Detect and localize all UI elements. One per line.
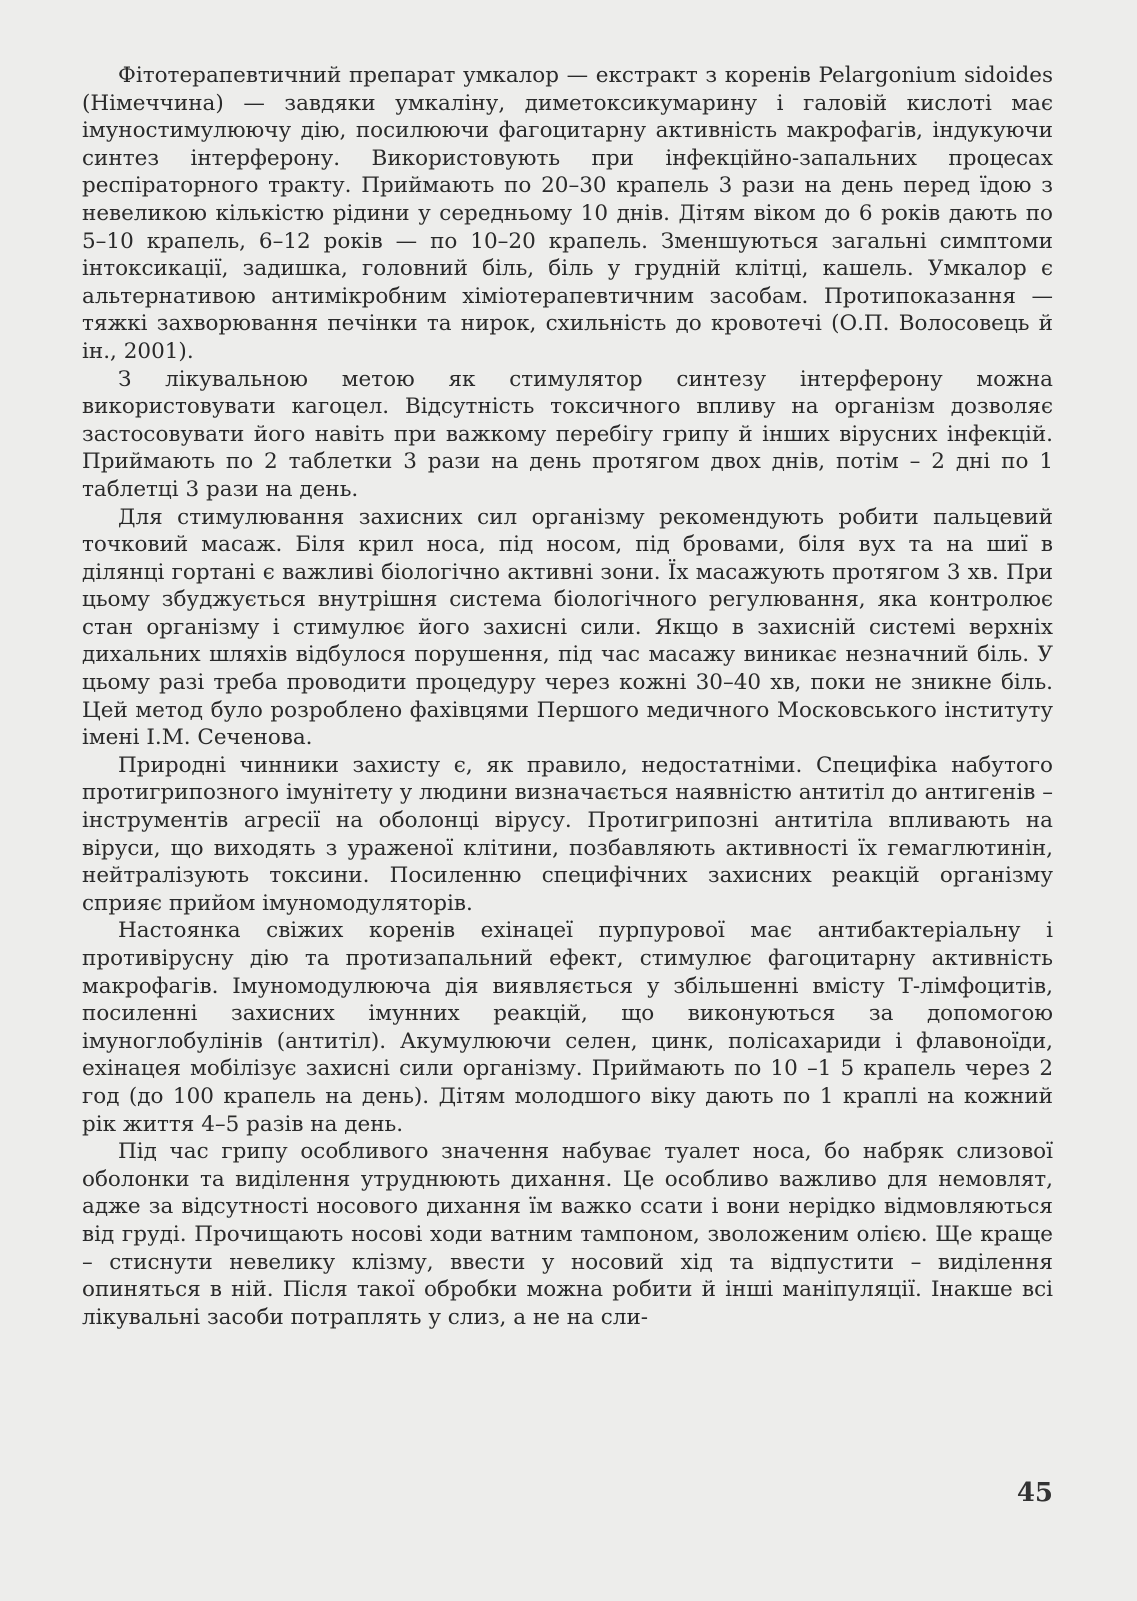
page-number: 45 bbox=[1016, 1478, 1053, 1508]
paragraph-natural-factors: Природні чинники захисту є, як правило, недостатніми. Специфіка набутого протигрипозного імунітету у людини визначається наявністю антитіл до антигенів – інструментів агресії на оболонці вірусу. Протигрипозні антитіла впливають на віруси, що виходять з ураженої клітини, позбавляють активності їх гемаглютинін, нейтралізують токсини. Посиленню специфічних захисних реакцій організму сприяє прийом імуномодуляторів. bbox=[82, 752, 1053, 916]
paragraph-kagocel: З лікувальною метою як стимулятор синтезу інтерферону можна використовувати кагоцел. Відсутність токсичного впливу на організм дозволяє застосовувати його навіть при важкому перебігу грипу й інших вірусних інфекцій. Приймають по 2 таблетки 3 рази на день протягом двох днів, потім – 2 дні по 1 таблетці 3 рази на день. bbox=[82, 366, 1053, 502]
paragraph-echinacea: Настоянка свіжих коренів ехінацеї пурпурової має антибактеріальну і противірусну дію та протизапальний ефект, стимулює фагоцитарну активність макрофагів. Імуномодулююча дія виявляється у збільшенні вмісту Т-лімфоцитів, посиленні захисних імунних реакцій, що виконуються за допомогою імуноглобулінів (антитіл). Акумулюючи селен, цинк, полісахариди і флавоноїди, ехінацея мобілізує захисні сили організму. Приймають по 10 –1 5 крапель через 2 год (до 100 крапель на день). Дітям молодшого віку дають по 1 краплі на кожний рік життя 4–5 разів на день. bbox=[82, 918, 1053, 1137]
paragraph-massage: Для стимулювання захисних сил організму рекомендують робити пальцевий точковий масаж. Біля крил носа, під носом, під бровами, біля вух та на шиї в ділянці гортані є важливі біологічно активні зони. Їх масажують протягом 3 хв. При цьому збуджується внутрішня система біологічного регулювання, яка контролює стан організму і стимулює його захисні сили. Якщо в захисній системі верхніх дихальних шляхів відбулося порушення, під час масажу виникає незначний біль. У цьому разі треба проводити процедуру через кожні 30–40 хв, поки не зникне біль. Цей метод було розроблено фахівцями Першого медичного Московського інституту імені І.М. Сеченова. bbox=[82, 504, 1053, 751]
text-column bbox=[82, 62, 1053, 1331]
paragraph-umkalor: Фітотерапевтичний препарат умкалор — екстракт з коренів Pelargonium sidoides (Німеччина) — завдяки умкаліну, диметоксикумарину і галовій кислоті має імуностимулюючу дію, посилюючи фагоцитарну активність макрофагів, індукуючи синтез інтерферону. Використовують при інфекційно-запальних процесах респіраторного тракту. Приймають по 20–30 крапель 3 рази на день перед їдою з невеликою кількістю рідини у середньому 10 днів. Дітям віком до 6 років дають по 5–10 крапель, 6–12 років — по 10–20 крапель. Зменшуються загальні симптоми інтоксикації, задишка, головний біль, біль у грудній клітці, кашель. Умкалор є альтернативою антимікробним хіміотерапевтичним засобам. Протипоказання — тяжкі захворювання печінки та нирок, схильність до кровотечі (О.П. Волосовець й ін., 2001). bbox=[82, 63, 1053, 364]
paragraph-nose-care: Під час грипу особливого значення набуває туалет носа, бо набряк слизової оболонки та виділення утруднюють дихання. Це особливо важливо для немовлят, адже за відсутності носового дихання їм важко ссати і вони нерідко відмовляються від груді. Прочищають носові ходи ватним тампоном, зволоженим олією. Ще краще – стиснути невелику клізму, ввести у носовий хід та відпустити – виділення опиняться в ній. Після такої обробки можна робити й інші маніпуляції. Інакше всі лікувальні засоби потраплять у слиз, а не на сли- bbox=[82, 1139, 1053, 1330]
